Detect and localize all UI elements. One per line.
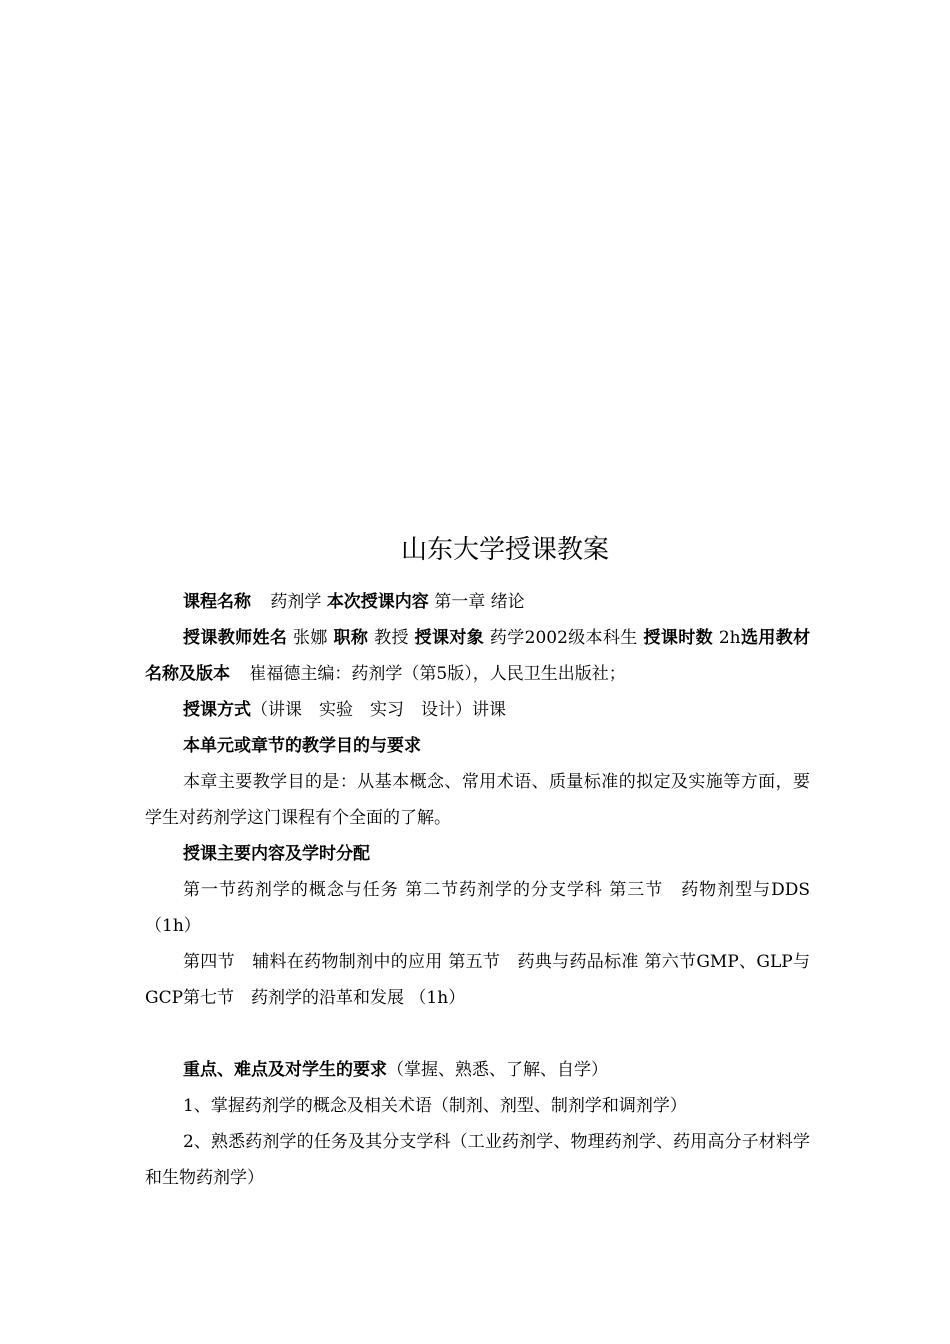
blank-line <box>145 1016 810 1052</box>
teacher-line <box>145 620 810 692</box>
mode-options: （讲课 实验 实习 设计） <box>251 700 472 720</box>
mode-line <box>145 692 810 728</box>
course-content-value: 第一章 绪论 <box>434 592 525 612</box>
teacher-target-label: 授课对象 <box>414 628 485 648</box>
content-para-2: 第四节 辅料在药物制剂中的应用 第五节 药典与药品标准 第六节GMP、GLP与GCP第七节 药剂学的沿革和发展 （1h） <box>145 952 810 1008</box>
teacher-hours-label: 授课时数 <box>643 628 714 648</box>
textbook-label: 选用教材名称及版本 <box>145 628 811 684</box>
key-points-note: （掌握、熟悉、了解、自学） <box>387 1060 608 1080</box>
course-name-value: 药剂学 <box>270 592 322 612</box>
teacher-target-value: 药学2002级本科生 <box>489 628 638 648</box>
teacher-name-value: 张娜 <box>293 628 328 648</box>
objectives-text: 本章主要教学目的是：从基本概念、常用术语、质量标准的拟定及实施等方面，要学生对药剂学这门课程有个全面的了解。 <box>145 772 810 828</box>
content-para-1: 第一节药剂学的概念与任务 第二节药剂学的分支学科 第三节 药物剂型与DDS （1h） <box>145 880 810 936</box>
objectives-heading: 本单元或章节的教学目的与要求 <box>183 736 421 756</box>
document-body <box>145 584 810 1196</box>
key-point-item-1: 1、掌握药剂学的概念及相关术语（制剂、剂型、制剂学和调剂学） <box>183 1096 687 1116</box>
teacher-name-label: 授课教师姓名 <box>183 628 288 648</box>
mode-label: 授课方式 <box>183 700 251 720</box>
course-name-label: 课程名称 <box>183 592 251 612</box>
key-points-heading-line <box>145 1052 810 1088</box>
teacher-rank-value: 教授 <box>374 628 409 648</box>
teacher-hours-value: 2h <box>718 628 741 648</box>
content-heading: 授课主要内容及学时分配 <box>183 844 370 864</box>
course-content-label: 本次授课内容 <box>326 592 429 612</box>
key-point-item-2: 2、熟悉药剂学的任务及其分支学科（工业药剂学、物理药剂学、药用高分子材料学和生物药剂学） <box>145 1132 810 1188</box>
key-points-heading: 重点、难点及对学生的要求 <box>183 1060 387 1080</box>
page-title: 山东大学授课教案 <box>400 535 609 565</box>
textbook-value: 崔福德主编：药剂学（第5版），人民卫生出版社； <box>249 664 626 684</box>
course-line <box>145 584 810 620</box>
mode-value: 讲课 <box>472 700 506 720</box>
teacher-rank-label: 职称 <box>333 628 369 648</box>
